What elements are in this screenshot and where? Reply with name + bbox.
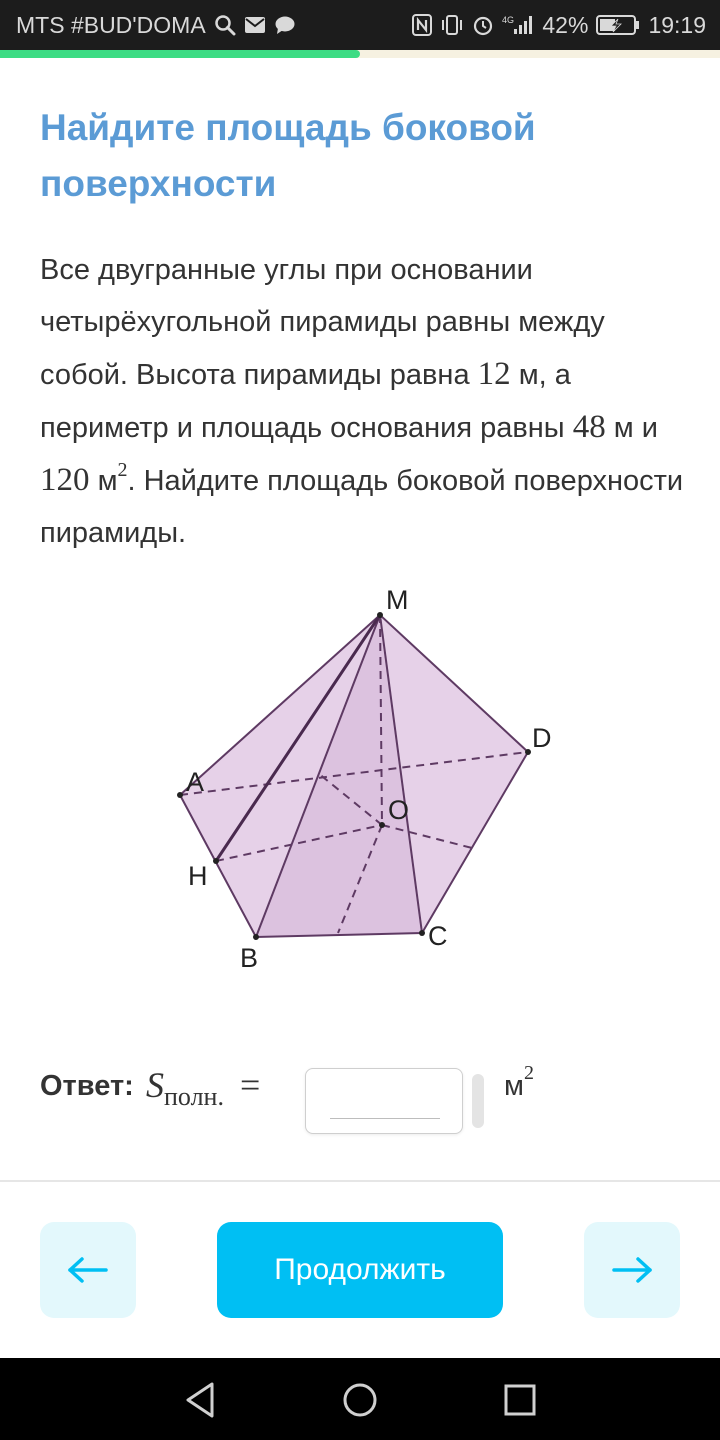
answer-subscript: полн. xyxy=(164,1082,224,1111)
network-type-text: 4G xyxy=(502,15,515,25)
answer-unit-exponent: 2 xyxy=(523,1062,534,1084)
page-title: Найдите площадь боковой поверхности xyxy=(40,107,536,204)
problem-text xyxy=(40,244,690,559)
nfc-icon xyxy=(412,14,432,36)
problem-text-part4: . Найдите площадь боковой поверхности пирамиды. xyxy=(40,465,684,549)
next-button[interactable] xyxy=(584,1222,680,1318)
chat-icon xyxy=(274,15,296,35)
continue-button[interactable]: Продолжить xyxy=(217,1222,503,1318)
answer-variable: S xyxy=(146,1065,164,1105)
progress-bar xyxy=(0,50,720,58)
answer-scroll-handle[interactable] xyxy=(472,1074,484,1128)
search-icon xyxy=(214,14,236,36)
arrow-right-icon xyxy=(610,1255,654,1285)
problem-text-part1: Все двугранные углы при основании четырёхугольной пирамиды равны между собой. Высота пирамиды равна xyxy=(40,254,605,391)
answer-input[interactable] xyxy=(305,1068,463,1134)
label-M: M xyxy=(386,585,409,615)
answer-formula xyxy=(146,1064,260,1112)
system-nav-bar xyxy=(0,1358,720,1440)
vibrate-icon xyxy=(440,14,464,36)
mail-icon xyxy=(244,16,266,34)
label-A: A xyxy=(186,767,205,797)
pyramid-figure xyxy=(150,575,570,985)
battery-icon xyxy=(596,14,640,36)
answer-label: Ответ: xyxy=(40,1070,134,1102)
clock: 19:19 xyxy=(648,11,706,38)
label-O: O xyxy=(388,795,410,825)
status-bar xyxy=(0,0,720,50)
height-value: 12 xyxy=(477,356,511,392)
answer-input-underline xyxy=(330,1118,440,1119)
answer-row xyxy=(40,1062,680,1132)
area-unit: м xyxy=(97,465,118,497)
carrier-name: MTS #BUD'DOMA xyxy=(16,11,206,38)
area-value: 120 xyxy=(40,462,90,498)
progress-fill xyxy=(0,50,360,58)
area-exponent: 2 xyxy=(117,459,128,481)
problem-text-part3: м и xyxy=(613,412,658,444)
signal-icon xyxy=(502,14,534,36)
battery-percent: 42% xyxy=(542,11,589,38)
answer-equals: = xyxy=(239,1065,261,1105)
answer-unit xyxy=(504,1062,534,1103)
label-D: D xyxy=(532,723,552,753)
problem-text-part2: м, а периметр и площадь основания равны xyxy=(40,359,571,444)
previous-button[interactable] xyxy=(40,1222,136,1318)
label-C: C xyxy=(428,921,448,951)
label-H: H xyxy=(188,861,208,891)
label-B: B xyxy=(240,943,259,973)
status-left xyxy=(16,12,296,39)
arrow-left-icon xyxy=(66,1255,110,1285)
status-right xyxy=(412,12,706,39)
perimeter-value: 48 xyxy=(572,409,606,445)
alarm-icon xyxy=(472,14,494,36)
back-icon[interactable] xyxy=(178,1378,222,1422)
divider xyxy=(0,1180,720,1182)
pyramid-diagram xyxy=(150,575,570,985)
home-icon[interactable] xyxy=(338,1378,382,1422)
answer-unit-base: м xyxy=(504,1070,524,1102)
recent-apps-icon[interactable] xyxy=(498,1378,542,1422)
